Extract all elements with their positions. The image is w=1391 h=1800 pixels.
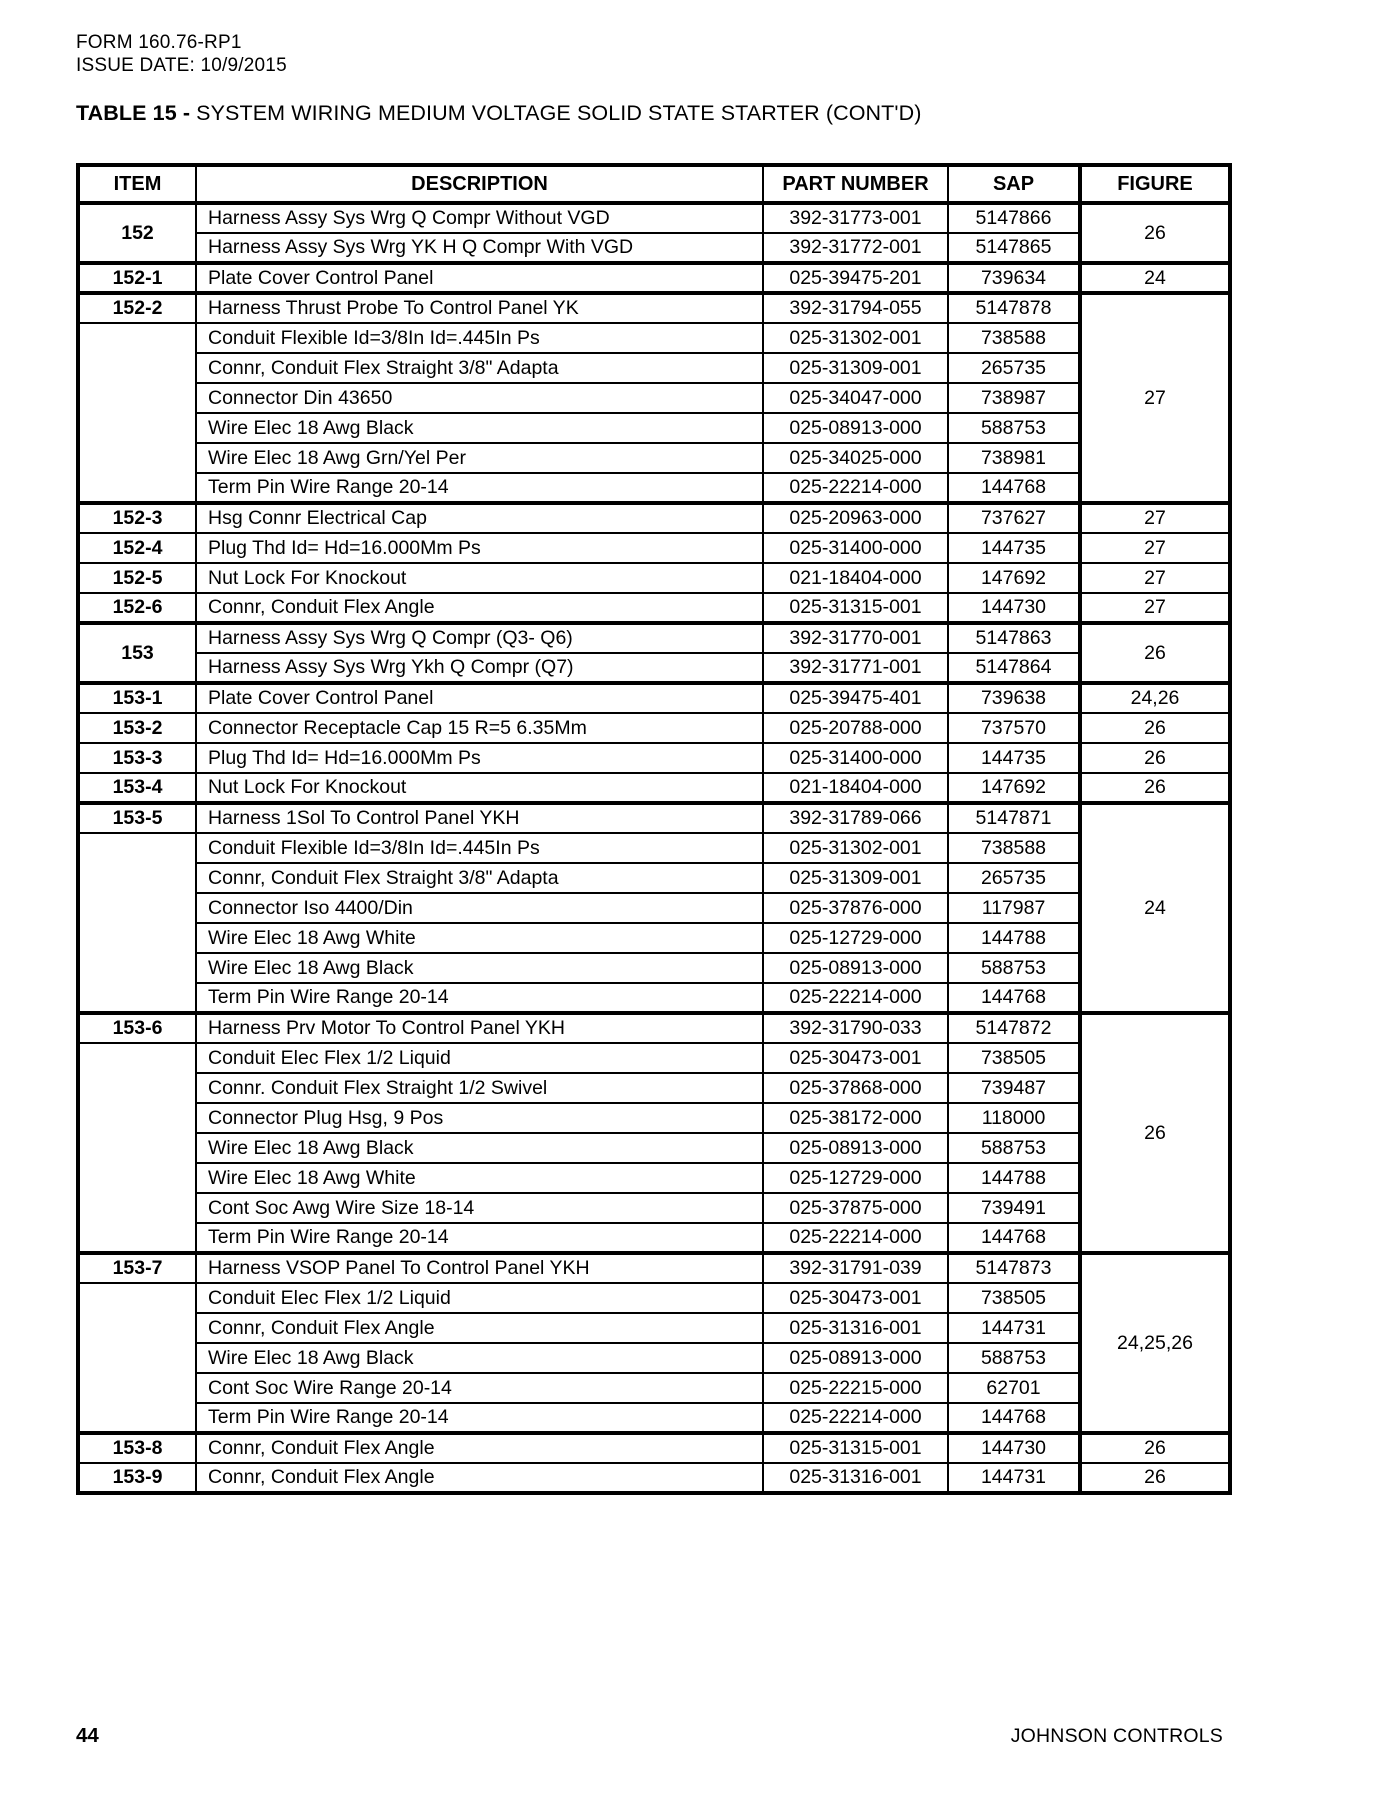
table-row	[78, 1343, 1230, 1373]
description-cell: Connr, Conduit Flex Straight 3/8" Adapta	[196, 353, 763, 383]
description-cell: Connr, Conduit Flex Angle	[196, 593, 763, 623]
table-row	[78, 1103, 1230, 1133]
item-cell: 153-7	[78, 1253, 196, 1283]
column-header-part-number: PART NUMBER	[763, 165, 948, 203]
description-cell: Nut Lock For Knockout	[196, 773, 763, 803]
description-cell: Wire Elec 18 Awg Black	[196, 1343, 763, 1373]
part-number-cell: 025-31400-000	[763, 533, 948, 563]
item-cell: 152-1	[78, 263, 196, 293]
table-title	[76, 101, 922, 126]
part-number-cell: 025-08913-000	[763, 953, 948, 983]
part-number-cell: 025-22214-000	[763, 983, 948, 1013]
item-cell: 152-5	[78, 563, 196, 593]
part-number-cell: 025-37868-000	[763, 1073, 948, 1103]
part-number-cell: 021-18404-000	[763, 563, 948, 593]
sap-cell: 144788	[948, 1163, 1080, 1193]
figure-cell: 27	[1080, 533, 1230, 563]
part-number-cell: 025-22214-000	[763, 1403, 948, 1433]
sap-cell: 737627	[948, 503, 1080, 533]
column-header-description: DESCRIPTION	[196, 165, 763, 203]
description-cell: Conduit Elec Flex 1/2 Liquid	[196, 1043, 763, 1073]
item-cell	[78, 1043, 196, 1253]
part-number-cell: 025-30473-001	[763, 1043, 948, 1073]
table-row	[78, 533, 1230, 563]
item-cell: 152-3	[78, 503, 196, 533]
part-number-cell: 025-31309-001	[763, 353, 948, 383]
description-cell: Term Pin Wire Range 20-14	[196, 1223, 763, 1253]
part-number-cell: 025-31400-000	[763, 743, 948, 773]
table-row	[78, 683, 1230, 713]
table-row	[78, 1193, 1230, 1223]
form-header	[76, 31, 287, 77]
part-number-cell: 025-08913-000	[763, 1343, 948, 1373]
sap-cell: 739487	[948, 1073, 1080, 1103]
description-cell: Hsg Connr Electrical Cap	[196, 503, 763, 533]
table-row	[78, 563, 1230, 593]
description-cell: Cont Soc Awg Wire Size 18-14	[196, 1193, 763, 1223]
description-cell: Nut Lock For Knockout	[196, 563, 763, 593]
page-footer	[76, 1724, 1223, 1748]
figure-cell: 27	[1080, 593, 1230, 623]
table-row	[78, 923, 1230, 953]
part-number-cell: 392-31794-055	[763, 293, 948, 323]
part-number-cell: 025-34025-000	[763, 443, 948, 473]
description-cell: Wire Elec 18 Awg Black	[196, 953, 763, 983]
table-row	[78, 953, 1230, 983]
table-row	[78, 1403, 1230, 1433]
description-cell: Harness Assy Sys Wrg Q Compr (Q3- Q6)	[196, 623, 763, 653]
figure-cell: 27	[1080, 503, 1230, 533]
table-row	[78, 503, 1230, 533]
form-number: FORM 160.76-RP1	[76, 32, 242, 53]
part-number-cell: 392-31771-001	[763, 653, 948, 683]
part-number-cell: 025-22214-000	[763, 1223, 948, 1253]
table-row	[78, 623, 1230, 653]
table-row	[78, 713, 1230, 743]
description-cell: Harness Assy Sys Wrg YK H Q Compr With VGD	[196, 233, 763, 263]
sap-cell: 144730	[948, 593, 1080, 623]
table-row	[78, 1313, 1230, 1343]
sap-cell: 588753	[948, 1343, 1080, 1373]
column-header-figure: FIGURE	[1080, 165, 1230, 203]
part-number-cell: 025-34047-000	[763, 383, 948, 413]
sap-cell: 738588	[948, 833, 1080, 863]
part-number-cell: 392-31773-001	[763, 203, 948, 233]
sap-cell: 739634	[948, 263, 1080, 293]
description-cell: Conduit Flexible Id=3/8In Id=.445In Ps	[196, 323, 763, 353]
part-number-cell: 392-31791-039	[763, 1253, 948, 1283]
sap-cell: 738505	[948, 1283, 1080, 1313]
table-row	[78, 293, 1230, 323]
part-number-cell: 392-31770-001	[763, 623, 948, 653]
part-number-cell: 025-31302-001	[763, 323, 948, 353]
description-cell: Connector Plug Hsg, 9 Pos	[196, 1103, 763, 1133]
sap-cell: 738981	[948, 443, 1080, 473]
part-number-cell: 025-12729-000	[763, 1163, 948, 1193]
figure-cell: 26	[1080, 1013, 1230, 1253]
sap-cell: 265735	[948, 353, 1080, 383]
description-cell: Harness Prv Motor To Control Panel YKH	[196, 1013, 763, 1043]
table-row	[78, 1133, 1230, 1163]
table-row	[78, 413, 1230, 443]
item-cell: 153-9	[78, 1463, 196, 1493]
description-cell: Conduit Elec Flex 1/2 Liquid	[196, 1283, 763, 1313]
description-cell: Term Pin Wire Range 20-14	[196, 473, 763, 503]
part-number-cell: 025-31315-001	[763, 593, 948, 623]
description-cell: Conduit Flexible Id=3/8In Id=.445In Ps	[196, 833, 763, 863]
description-cell: Connr, Conduit Flex Angle	[196, 1433, 763, 1463]
part-number-cell: 025-31315-001	[763, 1433, 948, 1463]
table-row	[78, 1253, 1230, 1283]
page-number: 44	[76, 1724, 99, 1747]
part-number-cell: 025-12729-000	[763, 923, 948, 953]
part-number-cell: 025-39475-401	[763, 683, 948, 713]
table-row	[78, 1163, 1230, 1193]
description-cell: Plug Thd Id= Hd=16.000Mm Ps	[196, 743, 763, 773]
sap-cell: 144735	[948, 533, 1080, 563]
sap-cell: 5147872	[948, 1013, 1080, 1043]
description-cell: Term Pin Wire Range 20-14	[196, 1403, 763, 1433]
item-cell: 152-4	[78, 533, 196, 563]
table-row	[78, 653, 1230, 683]
part-number-cell: 025-20963-000	[763, 503, 948, 533]
table-row	[78, 743, 1230, 773]
item-cell: 153-3	[78, 743, 196, 773]
table-row	[78, 833, 1230, 863]
sap-cell: 5147866	[948, 203, 1080, 233]
table-row	[78, 323, 1230, 353]
description-cell: Wire Elec 18 Awg Grn/Yel Per	[196, 443, 763, 473]
figure-cell: 26	[1080, 1433, 1230, 1463]
table-row	[78, 443, 1230, 473]
sap-cell: 147692	[948, 563, 1080, 593]
table-row	[78, 203, 1230, 233]
issue-date: ISSUE DATE: 10/9/2015	[76, 55, 287, 76]
table-row	[78, 383, 1230, 413]
sap-cell: 739491	[948, 1193, 1080, 1223]
figure-cell: 26	[1080, 713, 1230, 743]
table-row	[78, 1013, 1230, 1043]
table-row	[78, 1433, 1230, 1463]
part-number-cell: 025-31309-001	[763, 863, 948, 893]
description-cell: Term Pin Wire Range 20-14	[196, 983, 763, 1013]
table-row	[78, 983, 1230, 1013]
table-row	[78, 263, 1230, 293]
description-cell: Wire Elec 18 Awg White	[196, 1163, 763, 1193]
figure-cell: 24	[1080, 803, 1230, 1013]
figure-cell: 27	[1080, 293, 1230, 503]
sap-cell: 144735	[948, 743, 1080, 773]
description-cell: Connector Iso 4400/Din	[196, 893, 763, 923]
part-number-cell: 025-37876-000	[763, 893, 948, 923]
figure-cell: 26	[1080, 773, 1230, 803]
sap-cell: 62701	[948, 1373, 1080, 1403]
table-header-row	[78, 165, 1230, 203]
description-cell: Harness Assy Sys Wrg Q Compr Without VGD	[196, 203, 763, 233]
figure-cell: 24	[1080, 263, 1230, 293]
sap-cell: 588753	[948, 413, 1080, 443]
description-cell: Wire Elec 18 Awg White	[196, 923, 763, 953]
description-cell: Connector Receptacle Cap 15 R=5 6.35Mm	[196, 713, 763, 743]
sap-cell: 144731	[948, 1313, 1080, 1343]
description-cell: Wire Elec 18 Awg Black	[196, 413, 763, 443]
sap-cell: 737570	[948, 713, 1080, 743]
part-number-cell: 025-22215-000	[763, 1373, 948, 1403]
description-cell: Wire Elec 18 Awg Black	[196, 1133, 763, 1163]
table-row	[78, 773, 1230, 803]
sap-cell: 118000	[948, 1103, 1080, 1133]
part-number-cell: 025-08913-000	[763, 413, 948, 443]
description-cell: Harness VSOP Panel To Control Panel YKH	[196, 1253, 763, 1283]
sap-cell: 117987	[948, 893, 1080, 923]
figure-cell: 26	[1080, 743, 1230, 773]
description-cell: Plate Cover Control Panel	[196, 683, 763, 713]
figure-cell: 24,26	[1080, 683, 1230, 713]
description-cell: Plug Thd Id= Hd=16.000Mm Ps	[196, 533, 763, 563]
item-cell	[78, 833, 196, 1013]
item-cell: 152-6	[78, 593, 196, 623]
column-header-item: ITEM	[78, 165, 196, 203]
part-number-cell: 025-37875-000	[763, 1193, 948, 1223]
item-cell: 153-4	[78, 773, 196, 803]
sap-cell: 144768	[948, 473, 1080, 503]
item-cell: 153-2	[78, 713, 196, 743]
sap-cell: 588753	[948, 953, 1080, 983]
description-cell: Harness Assy Sys Wrg Ykh Q Compr (Q7)	[196, 653, 763, 683]
sap-cell: 738588	[948, 323, 1080, 353]
item-cell: 152-2	[78, 293, 196, 323]
part-number-cell: 025-22214-000	[763, 473, 948, 503]
sap-cell: 5147878	[948, 293, 1080, 323]
table-row	[78, 353, 1230, 383]
description-cell: Connr, Conduit Flex Straight 3/8" Adapta	[196, 863, 763, 893]
parts-table	[76, 163, 1232, 1495]
description-cell: Connr, Conduit Flex Angle	[196, 1463, 763, 1493]
part-number-cell: 025-30473-001	[763, 1283, 948, 1313]
sap-cell: 5147871	[948, 803, 1080, 833]
item-cell: 153-8	[78, 1433, 196, 1463]
table-title-caption: SYSTEM WIRING MEDIUM VOLTAGE SOLID STATE STARTER (CONT'D)	[196, 101, 922, 125]
sap-cell: 5147873	[948, 1253, 1080, 1283]
item-cell: 153	[78, 623, 196, 683]
description-cell: Cont Soc Wire Range 20-14	[196, 1373, 763, 1403]
sap-cell: 5147864	[948, 653, 1080, 683]
part-number-cell: 025-31302-001	[763, 833, 948, 863]
sap-cell: 144731	[948, 1463, 1080, 1493]
figure-cell: 26	[1080, 203, 1230, 263]
part-number-cell: 025-38172-000	[763, 1103, 948, 1133]
table-row	[78, 1043, 1230, 1073]
figure-cell: 26	[1080, 623, 1230, 683]
item-cell: 153-6	[78, 1013, 196, 1043]
table-row	[78, 863, 1230, 893]
table-row	[78, 893, 1230, 923]
company-name: JOHNSON CONTROLS	[1010, 1725, 1223, 1747]
part-number-cell: 392-31772-001	[763, 233, 948, 263]
sap-cell: 738505	[948, 1043, 1080, 1073]
sap-cell: 739638	[948, 683, 1080, 713]
part-number-cell: 392-31790-033	[763, 1013, 948, 1043]
part-number-cell: 025-20788-000	[763, 713, 948, 743]
sap-cell: 5147865	[948, 233, 1080, 263]
item-cell	[78, 323, 196, 503]
part-number-cell: 025-08913-000	[763, 1133, 948, 1163]
item-cell	[78, 1283, 196, 1433]
sap-cell: 147692	[948, 773, 1080, 803]
table-row	[78, 593, 1230, 623]
part-number-cell: 021-18404-000	[763, 773, 948, 803]
item-cell: 152	[78, 203, 196, 263]
sap-cell: 588753	[948, 1133, 1080, 1163]
sap-cell: 144768	[948, 1223, 1080, 1253]
table-row	[78, 473, 1230, 503]
part-number-cell: 025-39475-201	[763, 263, 948, 293]
item-cell: 153-5	[78, 803, 196, 833]
table-row	[78, 1283, 1230, 1313]
table-title-prefix: TABLE 15 -	[76, 101, 197, 125]
sap-cell: 144768	[948, 983, 1080, 1013]
description-cell: Harness 1Sol To Control Panel YKH	[196, 803, 763, 833]
table-row	[78, 1223, 1230, 1253]
figure-cell: 27	[1080, 563, 1230, 593]
sap-cell: 5147863	[948, 623, 1080, 653]
table-row	[78, 1463, 1230, 1493]
description-cell: Harness Thrust Probe To Control Panel YK	[196, 293, 763, 323]
table-row	[78, 1073, 1230, 1103]
description-cell: Connector Din 43650	[196, 383, 763, 413]
sap-cell: 738987	[948, 383, 1080, 413]
sap-cell: 144788	[948, 923, 1080, 953]
description-cell: Connr, Conduit Flex Angle	[196, 1313, 763, 1343]
part-number-cell: 025-31316-001	[763, 1313, 948, 1343]
part-number-cell: 392-31789-066	[763, 803, 948, 833]
figure-cell: 24,25,26	[1080, 1253, 1230, 1433]
sap-cell: 144768	[948, 1403, 1080, 1433]
part-number-cell: 025-31316-001	[763, 1463, 948, 1493]
column-header-sap: SAP	[948, 165, 1080, 203]
table-row	[78, 233, 1230, 263]
table-row	[78, 1373, 1230, 1403]
sap-cell: 265735	[948, 863, 1080, 893]
sap-cell: 144730	[948, 1433, 1080, 1463]
description-cell: Plate Cover Control Panel	[196, 263, 763, 293]
figure-cell: 26	[1080, 1463, 1230, 1493]
item-cell: 153-1	[78, 683, 196, 713]
description-cell: Connr. Conduit Flex Straight 1/2 Swivel	[196, 1073, 763, 1103]
table-row	[78, 803, 1230, 833]
